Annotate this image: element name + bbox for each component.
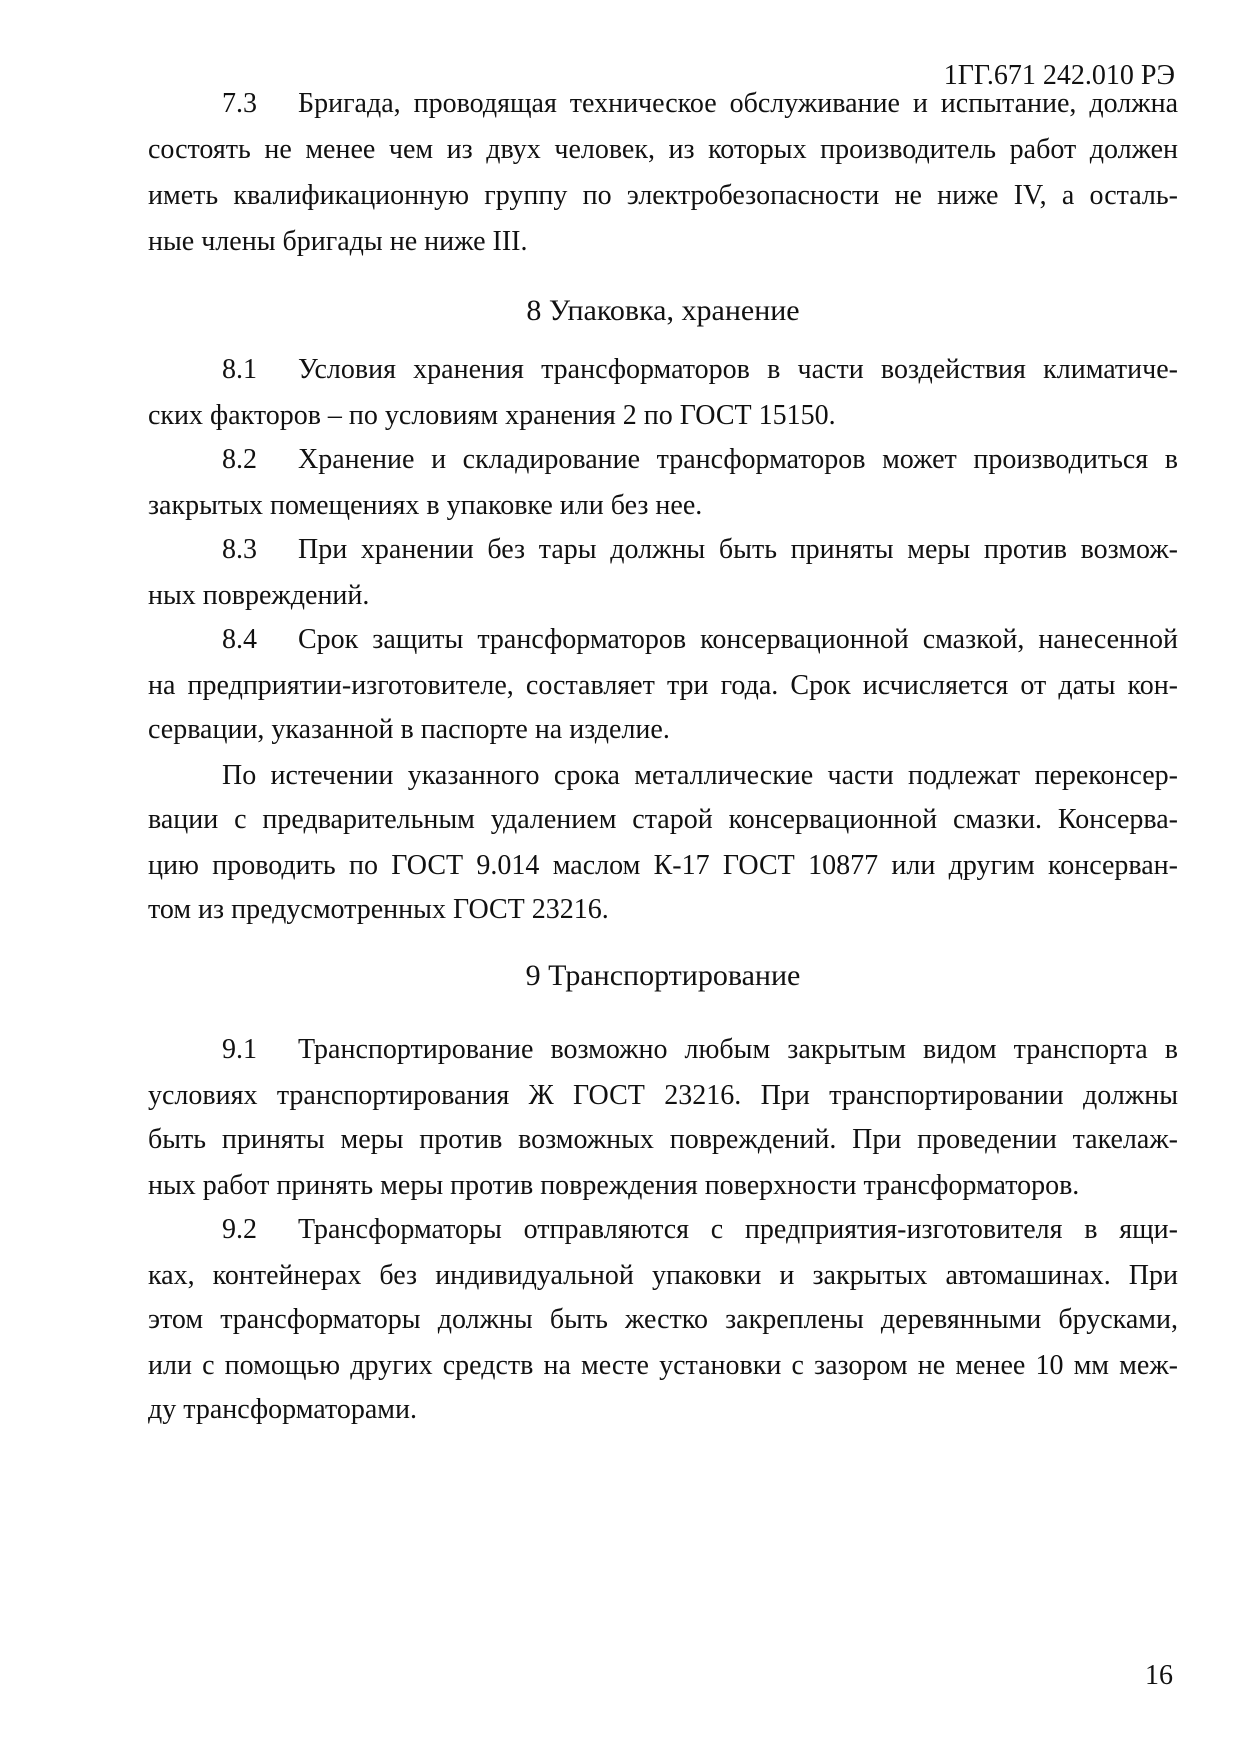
clause-number: 9.1 — [222, 1034, 257, 1065]
paragraph-line: ных работ принять меры против повреждения поверхности трансформаторов. — [148, 1170, 1080, 1201]
paragraph-line: состоять не менее чем из двух человек, из которых производитель работ должен — [148, 134, 1178, 165]
paragraph-line: ских факторов – по условиям хранения 2 по ГОСТ 15150. — [148, 400, 836, 431]
paragraph-line: условиях транспортирования Ж ГОСТ 23216. При транспортировании должны — [148, 1080, 1178, 1111]
document-code: 1ГГ.671 242.010 РЭ — [943, 60, 1175, 91]
paragraph-line: 9.2 Трансформаторы отправляются с предприятия-изготовителя в ящи- — [222, 1210, 1178, 1250]
paragraph-line: цию проводить по ГОСТ 9.014 маслом К-17 ГОСТ 10877 или другим консерван- — [148, 850, 1178, 881]
clause-number: 8.3 — [222, 534, 257, 565]
clause-number: 8.1 — [222, 354, 257, 385]
page-number: 16 — [1145, 1660, 1173, 1691]
paragraph-line: ках, контейнерах без индивидуальной упаковки и закрытых автомашинах. При — [148, 1260, 1178, 1291]
clause-number: 8.2 — [222, 444, 257, 475]
section-heading-8: 8 Упаковка, хранение — [526, 294, 800, 327]
paragraph-line: 9.1 Транспортирование возможно любым закрытым видом транспорта в — [222, 1030, 1178, 1070]
clause-number: 8.4 — [222, 624, 257, 655]
paragraph-line: ду трансформаторами. — [148, 1394, 417, 1425]
paragraph-line: 8.4 Срок защиты трансформаторов консервационной смазкой, нанесенной — [222, 620, 1178, 660]
clause-number: 9.2 — [222, 1214, 257, 1245]
paragraph-line: По истечении указанного срока металлические части подлежат переконсер- — [222, 760, 1178, 791]
paragraph-line: вации с предварительным удалением старой консервационной смазки. Консерва- — [148, 804, 1178, 835]
section-heading-9: 9 Транспортирование — [525, 959, 801, 992]
paragraph-line: быть приняты меры против возможных повреждений. При проведении такелаж- — [148, 1124, 1178, 1155]
paragraph-line: иметь квалификационную группу по электробезопасности не ниже IV, а осталь- — [148, 180, 1178, 211]
paragraph-line: 8.3 При хранении без тары должны быть приняты меры против возмож- — [222, 530, 1178, 570]
paragraph-line: 8.2 Хранение и складирование трансформаторов может производиться в — [222, 440, 1178, 480]
clause-number: 7.3 — [222, 88, 257, 119]
paragraph-line: сервации, указанной в паспорте на изделие. — [148, 714, 670, 745]
paragraph-line: 8.1 Условия хранения трансформаторов в части воздействия климатиче- — [222, 350, 1178, 390]
paragraph-line: или с помощью других средств на месте установки с зазором не менее 10 мм меж- — [148, 1350, 1178, 1381]
paragraph-line: том из предусмотренных ГОСТ 23216. — [148, 894, 609, 925]
paragraph-line: ных повреждений. — [148, 580, 370, 611]
paragraph-line: этом трансформаторы должны быть жестко закреплены деревянными брусками, — [148, 1304, 1178, 1335]
paragraph-line: закрытых помещениях в упаковке или без нее. — [148, 490, 703, 521]
paragraph-line: ные члены бригады не ниже III. — [148, 226, 528, 257]
paragraph-line: на предприятии-изготовителе, составляет три года. Срок исчисляется от даты кон- — [148, 670, 1178, 701]
paragraph-line: 7.3 Бригада, проводящая техническое обслуживание и испытание, должна — [222, 84, 1178, 124]
